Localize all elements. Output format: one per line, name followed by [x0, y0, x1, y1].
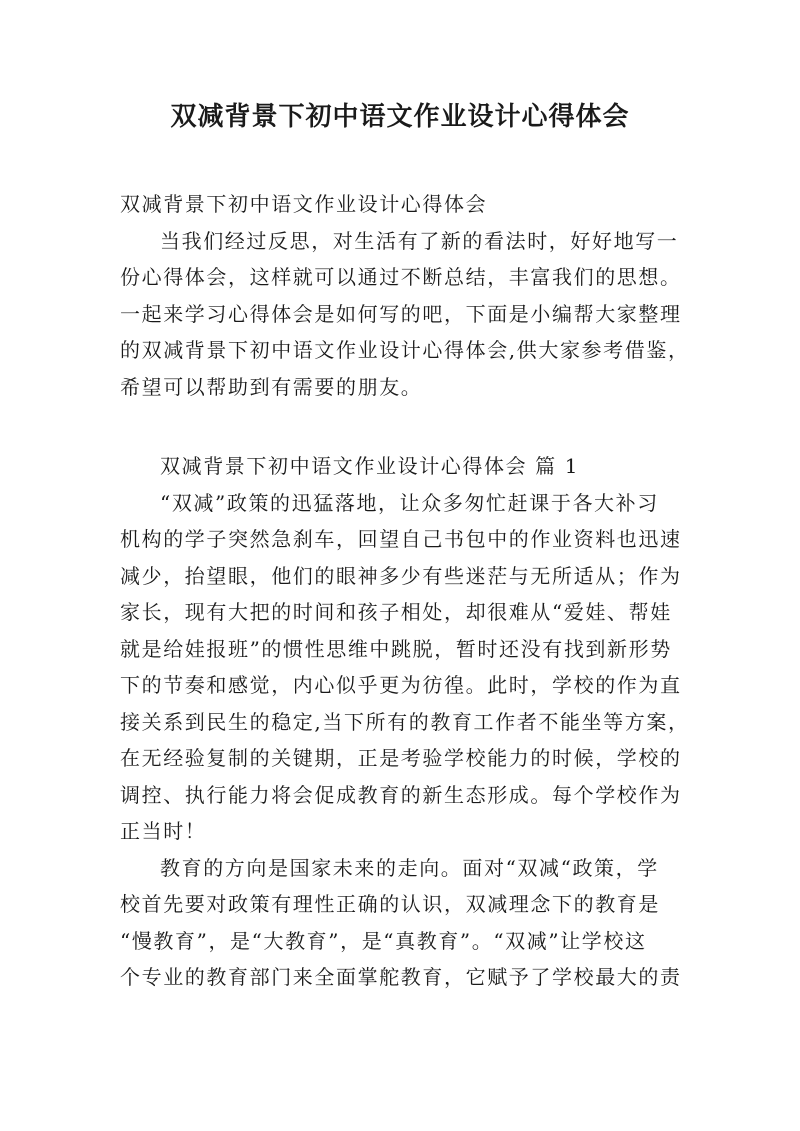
intro-line: 希望可以帮助到有需要的朋友。: [120, 374, 423, 399]
paragraph-line: 个专业的教育部门来全面掌舵教育，它赋予了学校最大的责: [120, 965, 682, 989]
paragraph-line: 家长，现有大把的时间和孩子相处，却很难从“爱娃、帮娃: [120, 600, 672, 624]
intro-subtitle: 双减背景下初中语文作业设计心得体会: [120, 192, 488, 216]
section-heading: 双减背景下初中语文作业设计心得体会 篇 1: [160, 454, 580, 478]
intro-line: 一起来学习心得体会是如何写的吧，下面是小编帮大家整理: [120, 301, 682, 326]
section-1: [120, 448, 690, 996]
paragraph-line: 机构的学子突然急刹车，回望自己书包中的作业资料也迅速: [120, 527, 682, 551]
paragraph-line: 校首先要对政策有理性正确的认识，双减理念下的教育是: [120, 892, 660, 916]
intro-section: [120, 186, 690, 405]
paragraph-line: 调控、执行能力将会促成教育的新生态形成。每个学校作为: [120, 782, 682, 807]
paragraph-line: 就是给娃报班”的惯性思维中跳脱，暂时还没有找到新形势: [120, 636, 672, 661]
document-title: 双减背景下初中语文作业设计心得体会: [170, 102, 630, 132]
intro-line: 份心得体会，这样就可以通过不断总结，丰富我们的思想。: [120, 265, 682, 289]
paragraph-line: “慢教育”，是“大教育”，是“真教育”。“双减”让学校这: [120, 928, 647, 953]
paragraph-line: 减少，抬望眼，他们的眼神多少有些迷茫与无所适从；作为: [120, 563, 682, 588]
paragraph-line: 在无经验复制的关键期，正是考验学校能力的时候，学校的: [120, 746, 682, 770]
paragraph-line: 下的节奏和感觉，内心似乎更为彷徨。此时，学校的作为直: [120, 673, 682, 697]
intro-line: 的双减背景下初中语文作业设计心得体会,供大家参考借鉴，: [120, 338, 690, 362]
paragraph-line: 接关系到民生的稳定,当下所有的教育工作者不能坐等方案，: [120, 709, 690, 734]
intro-line: 当我们经过反思，对生活有了新的看法时，好好地写一: [160, 228, 679, 253]
paragraph-line: 正当时！: [120, 819, 207, 843]
paragraph-line: 教育的方向是国家未来的走向。面对“双减“政策，学: [160, 855, 659, 880]
paragraph-line: “双减”政策的迅猛落地，让众多匆忙赶课于各大补习: [160, 490, 659, 515]
